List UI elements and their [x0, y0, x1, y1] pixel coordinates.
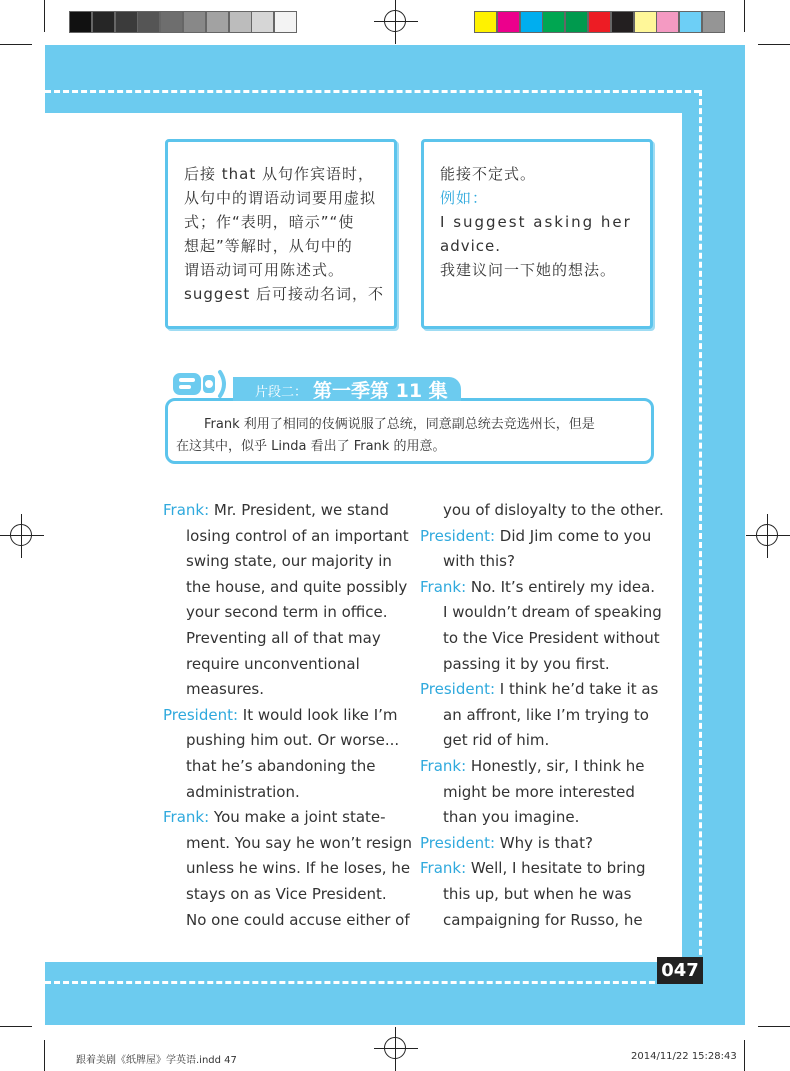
dialogue-line: the house, and quite possibly [186, 577, 408, 596]
dialogue-line: your second term in office. [186, 603, 388, 622]
gray-swatch [115, 11, 138, 33]
note-box-right [421, 139, 653, 329]
dialogue-line: get rid of him. [443, 731, 550, 750]
speaker-name: President: [163, 705, 239, 724]
dialogue-line: measures. [186, 680, 265, 699]
speaker-name: President: [420, 680, 496, 699]
registration-mark-right [746, 514, 790, 558]
dialogue-line: you of disloyalty to the other. [443, 501, 664, 519]
page-number: 047 [657, 957, 703, 984]
color-swatch [656, 11, 679, 33]
gray-swatch [206, 11, 229, 33]
crop-mark [758, 44, 790, 45]
segment-title: 第一季第 11 集 [313, 380, 448, 402]
speech-text: Why is that? [495, 833, 593, 852]
dialogue-line-speaker [420, 524, 655, 550]
color-swatch [702, 11, 725, 33]
right-dashed-stitch [699, 90, 702, 982]
color-swatch [474, 11, 497, 33]
note-text-line: 式；作“表明，暗示”“使 [184, 213, 355, 231]
example-english: I suggest asking her [440, 213, 632, 231]
footer-timestamp: 2014/11/22 15:28:43 [631, 1051, 737, 1062]
dialogue-line: that he’s abandoning the [186, 757, 376, 775]
segment-title-banner [233, 377, 461, 401]
note-box-left [165, 139, 397, 329]
speaker-name: Frank: [420, 859, 467, 878]
dialogue-line: might be more interested [443, 782, 635, 801]
note-text-line: 谓语动词可用陈述式。 [184, 261, 345, 279]
dialogue-line: I wouldn’t dream of speaking [443, 603, 662, 622]
dialogue-line-speaker [420, 575, 655, 601]
speech-text: No. It’s entirely my idea. [466, 577, 656, 596]
segment-summary-box [165, 398, 654, 464]
top-blue-band [45, 45, 745, 113]
summary-line: 在这其中，似乎 Linda 看出了 Frank 的用意。 [176, 439, 446, 454]
color-swatch [565, 11, 588, 33]
note-text-line: 从句中的谓语动词要用虚拟 [184, 189, 377, 207]
speech-text: It would look like I’m [238, 705, 398, 724]
gray-swatch [92, 11, 115, 33]
color-swatch [611, 11, 634, 33]
color-swatch [497, 11, 520, 33]
color-swatch [588, 11, 611, 33]
segment-label: 片段二： [255, 385, 308, 400]
speech-text: Honestly, sir, I think he [466, 757, 645, 775]
color-swatch [634, 11, 657, 33]
crop-mark [0, 1026, 32, 1027]
dialogue-line-speaker [163, 703, 398, 729]
dialogue-line-speaker [420, 754, 655, 780]
crop-mark [744, 1040, 745, 1071]
color-swatch [679, 11, 702, 33]
speech-text: Well, I hesitate to bring [466, 859, 646, 878]
dialogue-line: swing state, our majority in [186, 552, 392, 571]
example-english: advice. [440, 237, 502, 255]
dialogue-line: losing control of an important [186, 526, 409, 545]
note-text-line: 后接 that 从句作宾语时， [184, 165, 374, 183]
speaker-name: Frank: [420, 757, 467, 775]
top-dashed-stitch [45, 90, 700, 93]
example-chinese: 我建议问一下她的想法。 [440, 261, 617, 279]
bottom-blue-band [45, 962, 745, 1025]
dialogue-line: Preventing all of that may [186, 629, 381, 647]
dialogue-line-speaker [163, 498, 398, 524]
registration-mark-bottom [374, 1027, 418, 1071]
summary-line: Frank 利用了相同的伎俩说服了总统，同意副总统去竞选州长，但是 [204, 417, 595, 432]
note-text-line: 能接不定式。 [440, 165, 537, 183]
registration-mark-left [0, 514, 44, 558]
bottom-dashed-stitch [45, 981, 700, 984]
footer-file-name: 跟着美剧《纸牌屋》学英语.indd 47 [76, 1055, 237, 1066]
color-swatch [542, 11, 565, 33]
dialogue-line-speaker [420, 831, 655, 857]
speaker-name: President: [420, 526, 496, 545]
note-text-line: 想起”等解时，从句中的 [184, 237, 353, 255]
speaker-name: Frank: [163, 808, 210, 827]
right-blue-band [682, 45, 745, 1005]
crop-mark [44, 1040, 45, 1071]
dialogue-line: campaigning for Russo, he [443, 910, 643, 929]
dialogue-line: an affront, like I’m trying to [443, 705, 649, 724]
dialogue-line: pushing him out. Or worse... [186, 731, 400, 750]
gray-swatch [160, 11, 183, 33]
gray-swatch [137, 11, 160, 33]
speech-text: You make a joint state- [209, 808, 386, 827]
note-text-line: suggest 后可接动名词，不 [184, 285, 385, 303]
dialogue-line-speaker [420, 856, 655, 882]
color-swatch [520, 11, 543, 33]
registration-mark-top [374, 0, 418, 44]
dialogue-line: administration. [186, 782, 300, 801]
crop-mark [44, 0, 45, 32]
film-camera-icon [170, 368, 242, 400]
crop-mark [0, 44, 32, 45]
dialogue-line: No one could accuse either of [186, 910, 410, 929]
gray-swatch [183, 11, 206, 33]
example-label: 例如： [440, 189, 489, 207]
speaker-name: President: [420, 833, 496, 852]
dialogue-line-speaker [163, 805, 398, 831]
dialogue-line: passing it by you first. [443, 654, 610, 673]
dialogue-line: with this? [443, 552, 515, 571]
speech-text: Mr. President, we stand [209, 501, 389, 519]
gray-swatch [69, 11, 92, 33]
crop-mark [758, 1026, 790, 1027]
speaker-name: Frank: [163, 501, 210, 519]
dialogue-line: ment. You say he won’t resign [186, 833, 412, 852]
speech-text: Did Jim come to you [495, 526, 652, 545]
dialogue-line: to the Vice President without [443, 629, 660, 647]
dialogue-line-speaker [420, 677, 659, 703]
speaker-name: Frank: [420, 577, 467, 596]
dialogue-line: require unconventional [186, 654, 360, 673]
dialogue-line: than you imagine. [443, 808, 580, 827]
speech-text: I think he’d take it as [495, 680, 659, 699]
dialogue-line: unless he wins. If he loses, he [186, 859, 411, 878]
dialogue-line: stays on as Vice President. [186, 885, 387, 903]
gray-swatch [274, 11, 297, 33]
gray-swatch [251, 11, 274, 33]
dialogue-line: this up, but when he was [443, 885, 632, 903]
crop-mark [744, 0, 745, 32]
gray-swatch [229, 11, 252, 33]
